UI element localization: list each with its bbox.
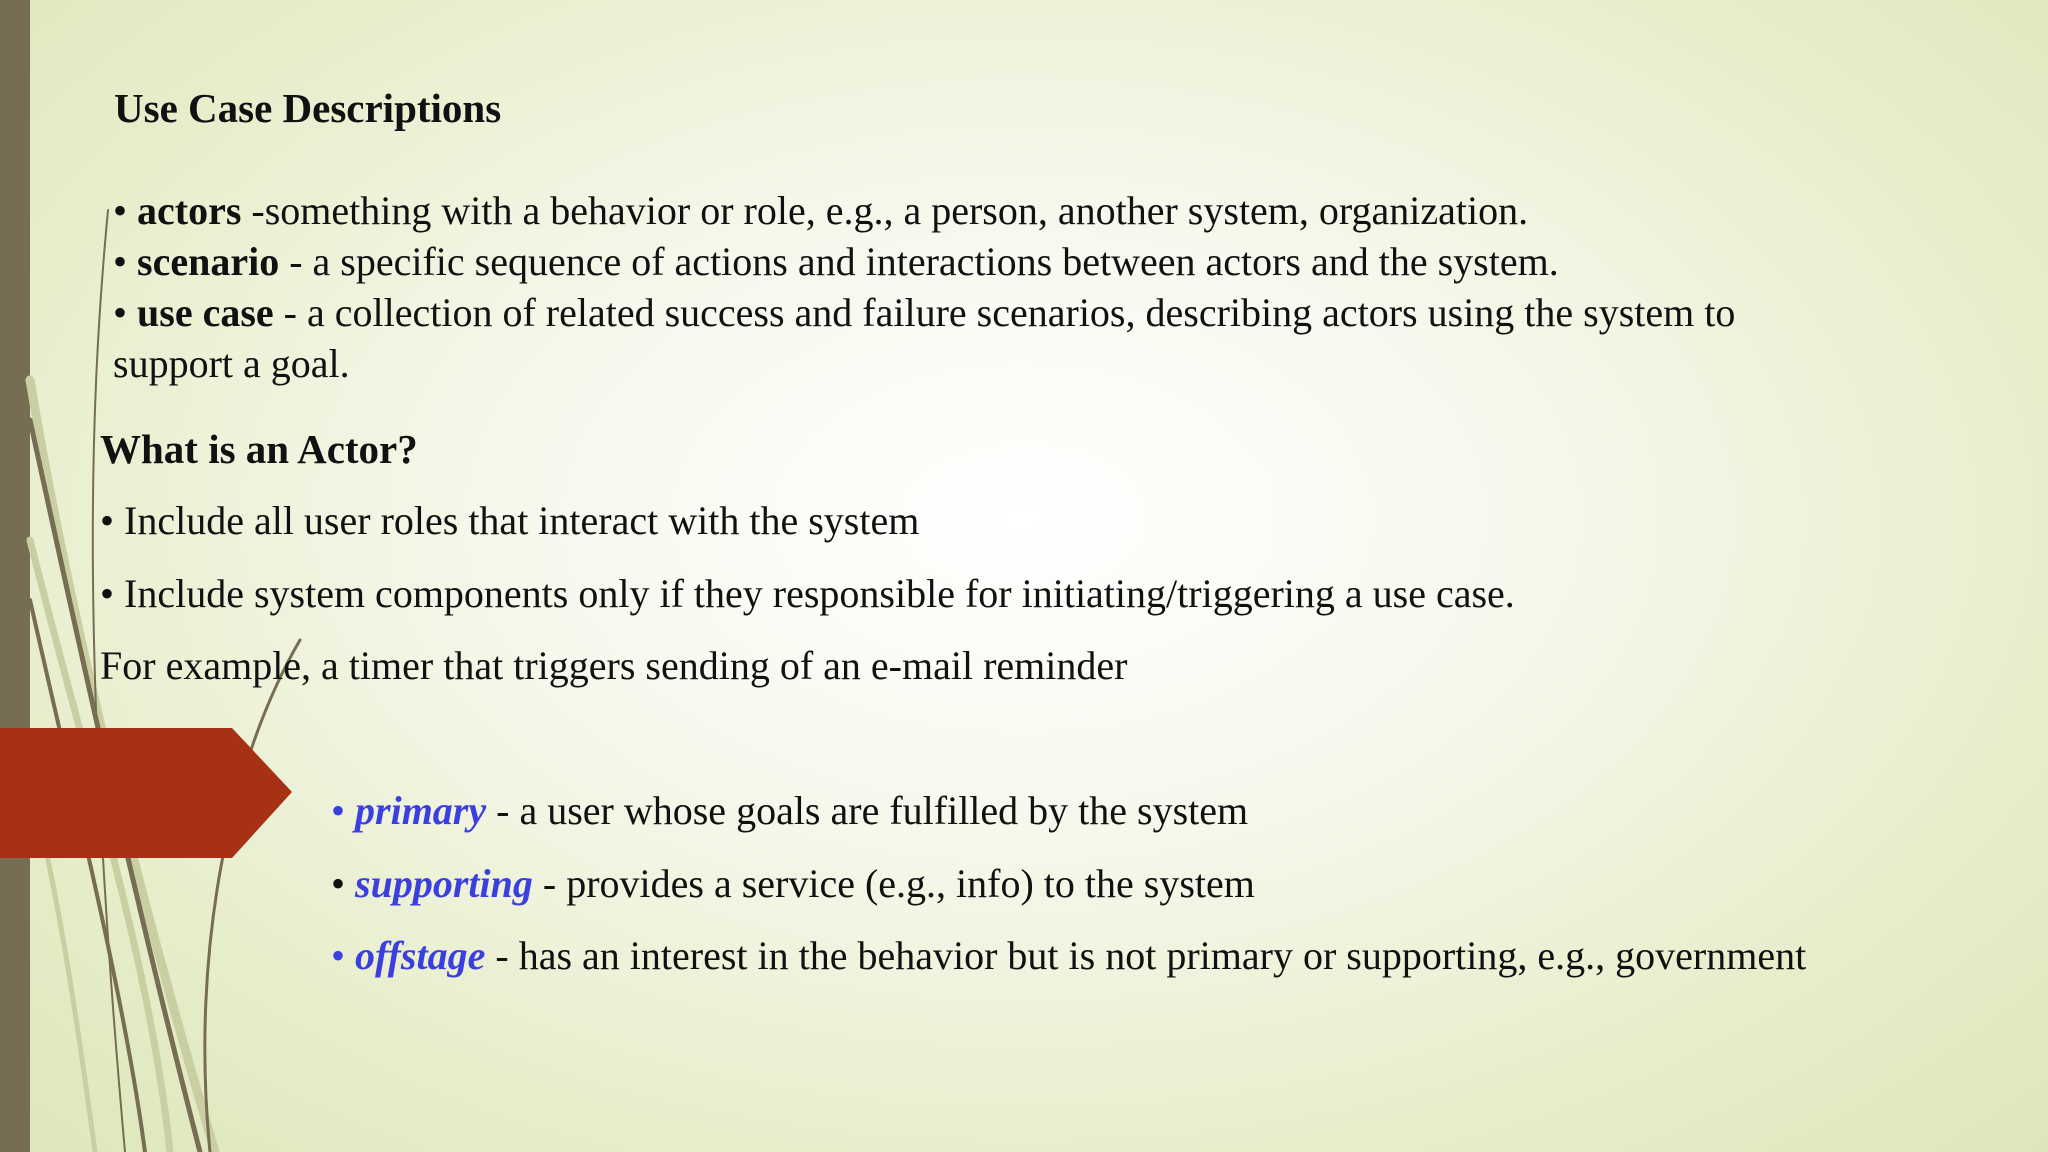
definition-text: - has an interest in the behavior but is not primary or supporting, e.g., government xyxy=(485,933,1807,978)
definition-text: - a user whose goals are fulfilled by the system xyxy=(486,788,1249,833)
actor-type-supporting xyxy=(331,861,1255,906)
definition-scenario xyxy=(113,239,1559,284)
definition-use-case xyxy=(113,290,1736,335)
bullet: • xyxy=(113,188,128,233)
definition-use-case-continuation: support a goal. xyxy=(113,341,350,386)
definition-actors xyxy=(113,188,1529,233)
actor-point: • Include system components only if they responsible for initiating/triggering a use case. xyxy=(100,571,1515,616)
bullet: • xyxy=(113,290,128,335)
term-use-case: use case xyxy=(137,290,274,335)
definition-text: - a specific sequence of actions and interactions between actors and the system. xyxy=(279,239,1559,284)
accent-arrow xyxy=(0,728,292,858)
decorative-curve xyxy=(205,640,300,1152)
bullet: • xyxy=(113,239,128,284)
bullet: • xyxy=(331,788,346,833)
term-supporting: supporting xyxy=(355,861,533,906)
actor-point: • Include all user roles that interact with the system xyxy=(100,498,920,543)
definition-text: -something with a behavior or role, e.g., a person, another system, organization. xyxy=(241,188,1529,233)
term-offstage: offstage xyxy=(355,933,486,978)
term-scenario: scenario xyxy=(137,239,280,284)
term-primary: primary xyxy=(355,788,487,833)
bullet: • xyxy=(331,861,346,906)
definition-text: - provides a service (e.g., info) to the system xyxy=(532,861,1255,906)
term-actors: actors xyxy=(137,188,242,233)
slide-title: Use Case Descriptions xyxy=(114,85,502,131)
definition-text: - a collection of related success and failure scenarios, describing actors using the system to xyxy=(273,290,1736,335)
side-bar xyxy=(0,0,30,1152)
actor-heading: What is an Actor? xyxy=(100,426,418,472)
bullet: • xyxy=(331,933,346,978)
example-text: For example, a timer that triggers sending of an e-mail reminder xyxy=(100,643,1128,688)
actor-type-offstage xyxy=(331,933,1807,978)
actor-type-primary xyxy=(331,788,1249,833)
